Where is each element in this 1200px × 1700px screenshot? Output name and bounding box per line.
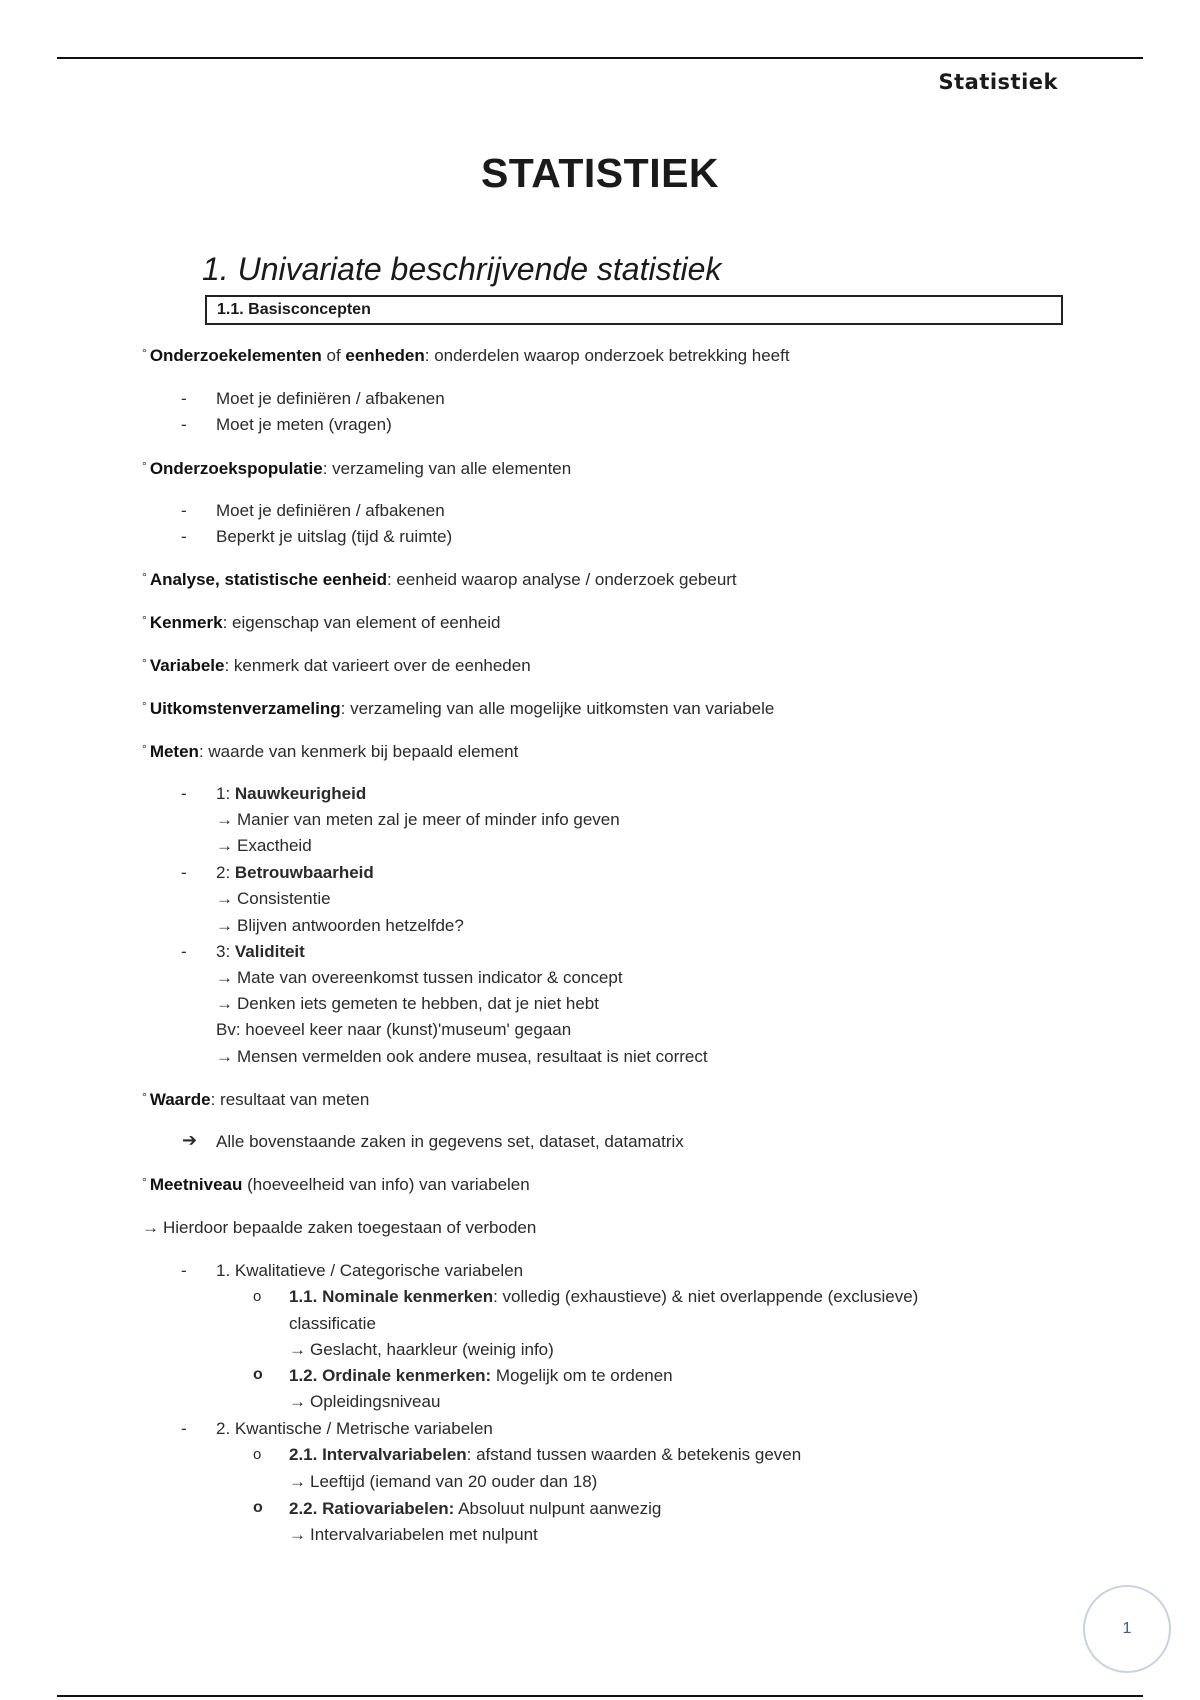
arrow-item <box>142 1218 536 1238</box>
term: Nauwkeurigheid <box>234 784 367 803</box>
dash-bullet: - <box>181 784 187 803</box>
text: Mensen vermelden ook andere musea, resultaat is niet correct <box>237 1047 708 1066</box>
arrow-item <box>289 1340 554 1360</box>
definition-waarde: ° Waarde: resultaat van meten <box>142 1090 370 1109</box>
arrow-icon: → <box>289 1340 306 1359</box>
term: 1.1. Nominale kenmerken <box>289 1287 494 1306</box>
document-title: STATISTIEK <box>480 150 720 196</box>
arrow-icon: → <box>289 1472 306 1491</box>
term: 1.2. Ordinale kenmerken: <box>289 1366 492 1385</box>
term: Onderzoekelementen <box>149 346 322 365</box>
circle-bullet: o <box>253 1499 263 1516</box>
description: Mogelijk om te ordenen <box>491 1366 673 1385</box>
definition-uitkomstenverzameling: ° Uitkomstenverzameling: verzameling van alle mogelijke uitkomsten van variabele <box>142 699 775 718</box>
subsection-heading: 1.1. Basisconcepten <box>205 295 1063 325</box>
arrow-icon: → <box>216 968 233 987</box>
arrow-icon: → <box>216 994 233 1013</box>
description: : volledig (exhaustieve) & niet overlappende (exclusieve) <box>493 1287 919 1306</box>
sublist-item-ordinale <box>289 1366 673 1386</box>
term: 2.2. Ratiovariabelen: <box>289 1499 455 1518</box>
list-item: Moet je definiëren / afbakenen <box>216 389 445 408</box>
arrow-item <box>216 836 312 856</box>
arrow-icon: → <box>216 810 233 829</box>
definition-meten: ° Meten: waarde van kenmerk bij bepaald element <box>142 742 519 761</box>
arrow-item <box>289 1392 440 1412</box>
dash-bullet: - <box>181 527 187 546</box>
list-item: Moet je definiëren / afbakenen <box>216 501 445 520</box>
description: : afstand tussen waarden & betekenis geven <box>466 1445 802 1464</box>
text: Consistentie <box>237 889 331 908</box>
list-item-betrouwbaarheid <box>216 863 374 883</box>
description: : waarde van kenmerk bij bepaald element <box>198 742 519 761</box>
list-item-nauwkeurigheid <box>216 784 366 804</box>
description: : verzameling van alle mogelijke uitkomsten van variabele <box>340 699 775 718</box>
arrow-icon: → <box>216 916 233 935</box>
arrow-item <box>216 916 464 936</box>
description: : verzameling van alle elementen <box>322 459 572 478</box>
arrow-item <box>289 1472 597 1492</box>
circle-bullet: o <box>253 1366 263 1383</box>
arrow-icon: → <box>216 889 233 908</box>
text: Leeftijd (iemand van 20 ouder dan 18) <box>310 1472 598 1491</box>
text: Geslacht, haarkleur (weinig info) <box>310 1340 554 1359</box>
text: of <box>321 346 346 365</box>
continuation-text: classificatie <box>289 1314 376 1333</box>
footer-rule <box>57 1695 1143 1697</box>
text: Exactheid <box>237 836 312 855</box>
term: Analyse, statistische eenheid <box>149 570 387 589</box>
term: Betrouwbaarheid <box>234 863 374 882</box>
term: Variabele <box>149 656 225 675</box>
text: 2: <box>216 863 235 882</box>
text: Blijven antwoorden hetzelfde? <box>237 916 464 935</box>
list-item: Beperkt je uitslag (tijd & ruimte) <box>216 527 453 546</box>
arrow-icon: → <box>289 1525 306 1544</box>
term: Waarde <box>149 1090 211 1109</box>
definition-variabele: ° Variabele: kenmerk dat varieert over de eenheden <box>142 656 531 675</box>
arrow-icon: → <box>289 1392 306 1411</box>
dash-bullet: - <box>181 863 187 882</box>
arrow-item <box>216 1047 708 1067</box>
text: 3: <box>216 942 235 961</box>
definition-meetniveau: ° Meetniveau (hoeveelheid van info) van variabelen <box>142 1175 530 1194</box>
dash-bullet: - <box>181 942 187 961</box>
arrow-item <box>216 889 331 909</box>
dash-bullet: - <box>181 389 187 408</box>
arrow-item <box>216 810 620 830</box>
description: (hoeveelheid van info) van variabelen <box>242 1175 530 1194</box>
text: Manier van meten zal je meer of minder info geven <box>237 810 620 829</box>
text: Intervalvariabelen met nulpunt <box>310 1525 538 1544</box>
arrow-icon: → <box>216 836 233 855</box>
term: 2.1. Intervalvariabelen <box>289 1445 467 1464</box>
description: : kenmerk dat varieert over de eenheden <box>224 656 531 675</box>
description: : eenheid waarop analyse / onderzoek gebeurt <box>386 570 737 589</box>
arrow-icon: → <box>216 1047 233 1066</box>
term: Kenmerk <box>149 613 223 632</box>
arrow-icon: ➔ <box>182 1130 198 1150</box>
list-item-kwantitatieve: 2. Kwantische / Metrische variabelen <box>216 1419 493 1438</box>
list-item-kwalitatieve: 1. Kwalitatieve / Categorische variabelen <box>216 1261 524 1280</box>
header-title: Statistiek <box>938 70 1058 94</box>
circle-bullet: o <box>253 1288 262 1305</box>
description: : onderdelen waarop onderzoek betrekking heeft <box>424 346 790 365</box>
example-text: Bv: hoeveel keer naar (kunst)'museum' gegaan <box>216 1020 572 1039</box>
definition-analyse: ° Analyse, statistische eenheid: eenheid waarop analyse / onderzoek gebeurt <box>142 570 737 589</box>
list-item: Moet je meten (vragen) <box>216 415 392 434</box>
term: eenheden <box>345 346 425 365</box>
arrow-item <box>216 994 599 1014</box>
term: Validiteit <box>234 942 305 961</box>
arrow-item <box>216 968 623 988</box>
dash-bullet: - <box>181 1419 187 1438</box>
term: Meten <box>149 742 199 761</box>
circle-bullet: o <box>253 1446 262 1463</box>
dash-bullet: - <box>181 1261 187 1280</box>
dash-bullet: - <box>181 415 187 434</box>
text: 1: <box>216 784 235 803</box>
definition-onderzoekspopulatie: ° Onderzoekspopulatie: verzameling van alle elementen <box>142 459 572 478</box>
description: : eigenschap van element of eenheid <box>222 613 501 632</box>
sublist-item-nominale <box>289 1287 918 1307</box>
dash-bullet: - <box>181 501 187 520</box>
header-rule <box>57 57 1143 59</box>
term: Onderzoekspopulatie <box>149 459 323 478</box>
term: Uitkomstenverzameling <box>149 699 341 718</box>
description: : resultaat van meten <box>210 1090 370 1109</box>
arrow-icon: → <box>142 1218 159 1237</box>
term: Meetniveau <box>149 1175 243 1194</box>
definition-onderzoekelementen: ° Onderzoekelementen of eenheden: onderdelen waarop onderzoek betrekking heeft <box>142 346 790 365</box>
text: Mate van overeenkomst tussen indicator & concept <box>237 968 623 987</box>
arrow-item <box>289 1525 538 1545</box>
definition-kenmerk: ° Kenmerk: eigenschap van element of eenheid <box>142 613 501 632</box>
text: Hierdoor bepaalde zaken toegestaan of verboden <box>163 1218 537 1237</box>
sublist-item-interval <box>289 1445 801 1465</box>
page-number: 1 <box>1083 1585 1171 1673</box>
arrow-item: Alle bovenstaande zaken in gegevens set, dataset, datamatrix <box>216 1132 684 1151</box>
section-heading: 1. Univariate beschrijvende statistiek <box>202 251 722 287</box>
sublist-item-ratio <box>289 1499 661 1519</box>
text: Denken iets gemeten te hebben, dat je niet hebt <box>237 994 599 1013</box>
list-item-validiteit <box>216 942 305 962</box>
text: Opleidingsniveau <box>310 1392 441 1411</box>
description: Absoluut nulpunt aanwezig <box>454 1499 662 1518</box>
